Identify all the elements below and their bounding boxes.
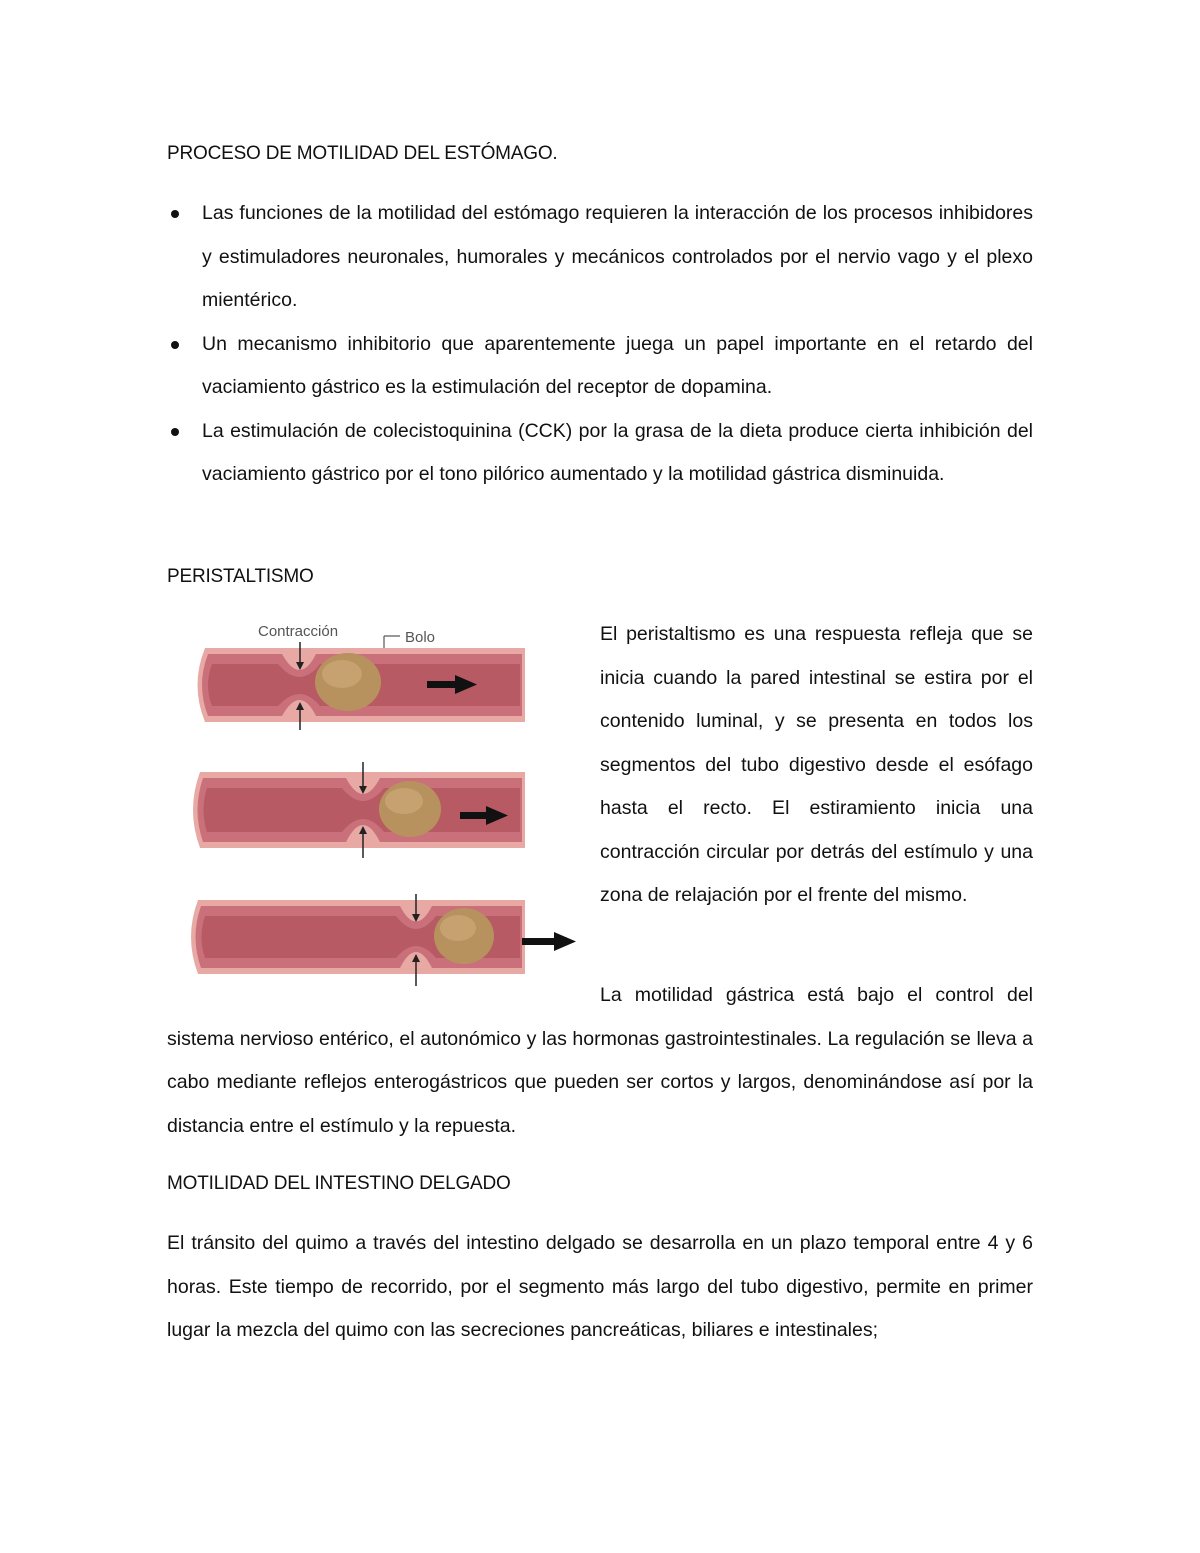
bolus-label: Bolo: [405, 629, 436, 646]
peristalsis-paragraph: El peristaltismo es una respuesta refleja que se inicia cuando la pared intestinal se estira por el contenido luminal, y se presenta en todos los segmentos del tubo digestivo desde el esófago hasta el recto. El estiramiento inicia una contracción circular por detrás del estímulo y una zona de relajación por el frente del mismo.: [600, 623, 1033, 906]
tube-stage-1: [198, 642, 526, 730]
right-arrow-icon: [427, 681, 457, 688]
stomach-motility-bullet-list: [167, 192, 1033, 497]
tube-stage-2: [193, 762, 525, 858]
right-arrow-icon: [522, 938, 556, 945]
section-title-small-intestine: MOTILIDAD DEL INTESTINO DELGADO: [167, 1173, 511, 1194]
bullet-text: Un mecanismo inhibitorio que aparentemente juega un papel importante en el retardo del vaciamiento gástrico es la estimulación del receptor de dopamina.: [202, 332, 1033, 398]
peristalsis-figure: [170, 612, 590, 992]
section-title-peristalsis: PERISTALTISMO: [167, 566, 314, 587]
small-intestine-paragraph: El tránsito del quimo a través del intestino delgado se desarrolla en un plazo temporal entre 4 y 6 horas. Este tiempo de recorrido, por el segmento más largo del tubo digestivo, permite en primer lugar la mezcla del quimo con las secreciones pancreáticas, biliares e intestinales;: [167, 1232, 1033, 1341]
bullet-dot-icon: [171, 428, 179, 436]
bullet-dot-icon: [171, 341, 179, 349]
bullet-text: La estimulación de colecistoquinina (CCK) por la grasa de la dieta produce cierta inhibición del vaciamiento gástrico por el tono pilórico aumentado y la motilidad gástrica disminuida.: [202, 419, 1033, 485]
bullet-text: Las funciones de la motilidad del estómago requieren la interacción de los procesos inhibidores y estimuladores neuronales, humorales y mecánicos controlados por el nervio vago y el plexo mientérico.: [202, 202, 1033, 311]
gastric-motility-paragraph: La motilidad gástrica está bajo el control del sistema nervioso entérico, el autonómico y las hormonas gastrointestinales. La regulación se lleva a cabo mediante reflejos enterogástricos que pueden ser cortos y largos, denominándose así por la distancia entre el estímulo y la repuesta.: [167, 984, 1033, 1137]
right-arrow-icon: [460, 812, 488, 819]
bullet-item: [167, 410, 1033, 497]
bullet-item: [167, 323, 1033, 410]
bullet-item: [167, 192, 1033, 323]
tube-stage-3: [191, 894, 576, 986]
contraction-label: Contracción: [258, 623, 339, 640]
bullet-dot-icon: [171, 210, 179, 218]
section-title-stomach-motility: PROCESO DE MOTILIDAD DEL ESTÓMAGO.: [167, 143, 558, 164]
